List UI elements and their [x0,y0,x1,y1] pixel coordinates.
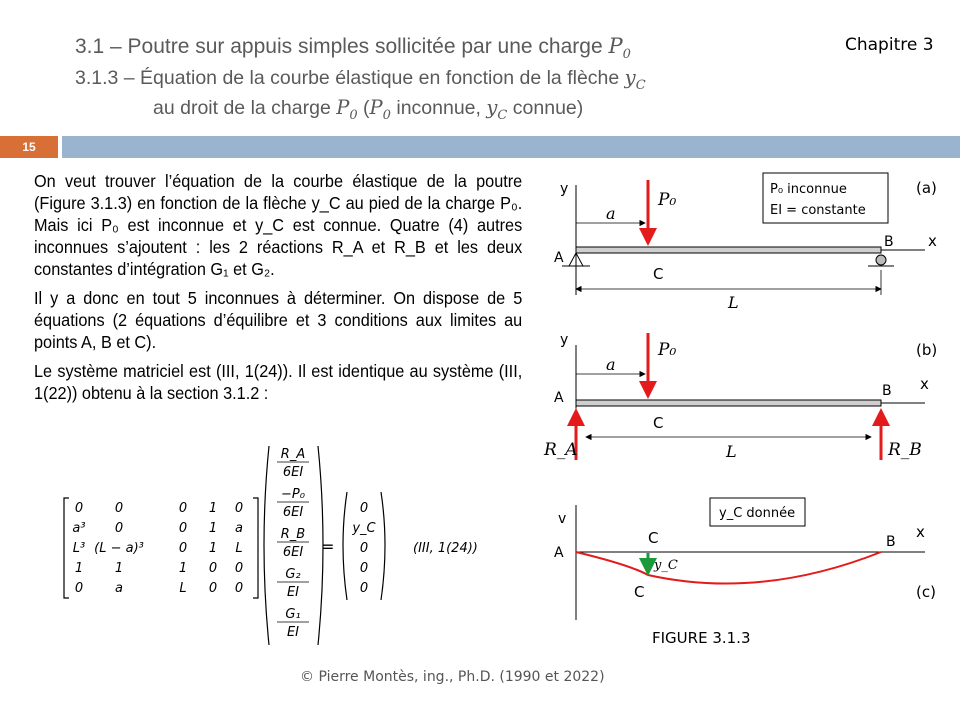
beam-b [576,400,881,406]
matrix-cell: a [235,521,243,536]
svg-text:x: x [920,375,929,393]
matrix-cell: 0 [208,581,218,596]
matrix-cell: 1 [208,541,218,556]
unknown-numerator: R_A [280,447,306,462]
rhs-cell: 0 [359,561,369,576]
svg-text:B: B [884,234,894,250]
svg-text:B: B [886,534,896,550]
svg-text:y_C: y_C [654,558,678,573]
unknown-denominator: 6EI [282,505,304,520]
matrix-eq-label: (III, 1(24)) [413,541,478,556]
roller-support-b [876,255,886,265]
svg-text:R_B: R_B [888,440,922,460]
deflected-curve [576,552,881,584]
svg-text:A: A [554,250,564,266]
matrix-cell: 0 [234,561,244,576]
body-text [34,170,522,411]
svg-text:B: B [882,383,892,399]
chapter-label: Chapitre 3 [845,35,934,55]
matrix-cell: (L − a)³ [94,541,144,556]
matrix-cell: a³ [72,521,86,536]
title-symbol-yc: $y_C$ [624,66,646,93]
matrix-cell: a [115,581,123,596]
matrix-equation [55,440,515,655]
svg-text:R_A: R_A [544,440,578,460]
svg-text:A: A [554,390,564,406]
rhs-cell: 0 [359,581,369,596]
footer-copyright: © Pierre Montès, ing., Ph.D. (1990 et 2022) [300,669,605,685]
title-symbol-p0: $P_0$ [608,34,631,63]
paragraph-1: On veut trouver l’équation de la courbe élastique de la poutre (Figure 3.1.3) en fonction de la flèche y_C au pied de la charge P₀. Mais ici P₀ est inconnue et y_C est connue. Quatre (4) autres inconnues s’ajoutent : les 2 réactions R_A et R_B et les deux constantes d’intégration G₁ et G₂. [34,171,523,279]
matrix-cell: 1 [208,521,218,536]
matrix-cell: 0 [234,501,244,516]
svg-text:(a): (a) [916,179,937,197]
matrix-cell: 1 [74,561,84,576]
unknown-numerator: G₂ [285,567,301,582]
figure-part-c [554,498,936,620]
svg-text:EI = constante: EI = constante [770,203,866,218]
figure-part-b [543,332,937,461]
rhs-cell: 0 [359,501,369,516]
figure-part-a [554,173,937,312]
paragraph-3: Le système matriciel est (III, 1(24)). Il est identique au système (III, 1(22)) obtenu à la section 3.1.2 : [34,361,523,403]
svg-text:C: C [648,529,659,547]
figure-caption: FIGURE 3.1.3 [652,629,751,647]
svg-text:C: C [634,583,645,601]
svg-text:P₀: P₀ [658,190,677,210]
matrix-cell: 0 [208,561,218,576]
svg-text:A: A [554,545,564,561]
svg-text:C: C [653,265,664,283]
matrix-cell: L [179,581,187,596]
unknown-numerator: R_B [280,527,306,542]
unknown-denominator: EI [286,585,300,600]
matrix-cell: 0 [74,501,84,516]
rhs-cell: y_C [352,521,376,536]
slide-title-line3: au droit de la charge $P_0$ ($P_0$ inconnue, $y_C$ connue) [153,96,584,123]
slide-title-line2: 3.1.3 – Équation de la courbe élastique en fonction de la flèche $y_C$ [75,66,646,93]
svg-text:P₀ inconnue: P₀ inconnue [770,182,847,197]
matrix-cell: L [235,541,243,556]
matrix-cell: L³ [72,541,86,556]
svg-text:L: L [726,442,737,461]
page-number: 15 [0,136,58,158]
slide-title-line1: 3.1 – Poutre sur appuis simples sollicitée par une charge $P_0$ [75,34,631,63]
unknown-numerator: −P₀ [281,487,305,502]
svg-text:x: x [928,232,937,250]
svg-text:v: v [558,511,567,527]
matrix-cell: 0 [114,521,124,536]
unknown-denominator: EI [286,625,300,640]
svg-text:y: y [560,181,569,197]
matrix-cell: 1 [208,501,218,516]
figure-3-1-3 [530,165,960,665]
matrix-cell: 1 [178,561,188,576]
unknown-denominator: 6EI [282,465,304,480]
svg-text:y: y [560,332,569,348]
matrix-cell: 0 [178,501,188,516]
rhs-cell: 0 [359,541,369,556]
svg-text:=: = [321,537,335,556]
svg-text:(c): (c) [916,583,936,601]
svg-text:a: a [606,204,616,223]
matrix-cell: 0 [114,501,124,516]
svg-text:L: L [728,293,739,312]
svg-text:C: C [653,414,664,432]
header-band [62,136,960,158]
matrix-cell: 1 [114,561,124,576]
svg-text:y_C donnée: y_C donnée [719,506,796,521]
unknown-numerator: G₁ [285,607,301,622]
svg-text:P₀: P₀ [658,340,677,360]
matrix-cell: 0 [74,581,84,596]
matrix-cell: 0 [178,541,188,556]
svg-text:a: a [606,355,616,374]
matrix-cell: 0 [178,521,188,536]
svg-text:(b): (b) [916,341,938,359]
paragraph-2: Il y a donc en tout 5 inconnues à déterminer. On dispose de 5 équations (2 équations d’équilibre et 3 conditions aux limites au points A, B et C). [34,288,523,352]
matrix-cell: 0 [234,581,244,596]
beam-a [576,247,881,253]
unknown-denominator: 6EI [282,545,304,560]
svg-text:x: x [916,523,925,541]
